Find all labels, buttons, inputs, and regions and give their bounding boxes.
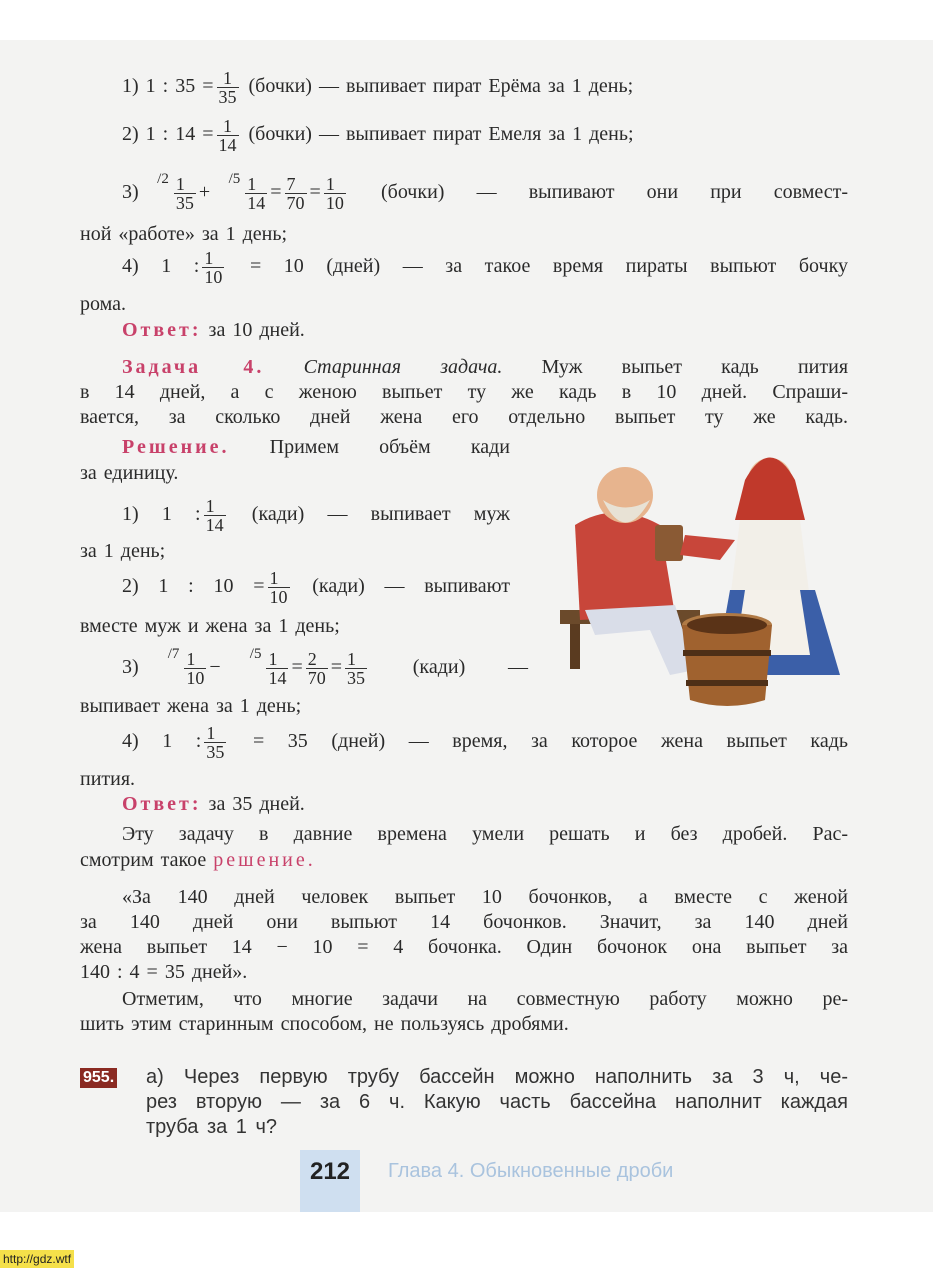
headscarf: [735, 458, 805, 521]
step-1: 1) 1 : $\frac{1}{14}$ (кади) — выпивает муж: [122, 495, 510, 535]
illustration-husband-wife-barrel: [555, 440, 855, 715]
watermark-link[interactable]: http://gdz.wtf: [0, 1250, 74, 1268]
step-3-cont: ной «работе» за 1 день;: [80, 223, 288, 245]
task4-text: в 14 дней, а с женою выпьет ту же кадь в 10 дней. Спраши-: [80, 381, 848, 403]
step-4-cont: рома.: [80, 293, 127, 315]
page-number: 212: [309, 1158, 351, 1185]
paragraph: Отметим, что многие задачи на совместную работу можно ре-: [122, 988, 848, 1010]
woman-blouse: [730, 520, 810, 600]
step-3: 3) 2/ $\frac{1}{35}$ + 5/ $\frac{1}{14}$ = $\frac{7}{70}$ = $\frac{1}{10}$ (бочки) — выпивают они при совмест-: [122, 171, 849, 213]
quote: «За 140 дней человек выпьет 10 бочонков, а вместе с женой: [122, 886, 848, 908]
exercise-text: рез вторую — за 6 ч. Какую часть бассейна наполнит каждая: [146, 1091, 848, 1113]
step-4-cont: пития.: [80, 768, 136, 790]
step-3-cont: выпивает жена за 1 день;: [80, 695, 302, 717]
quote: жена выпьет 14 − 10 = 4 бочонка. Один бочонок она выпьет за: [80, 936, 848, 958]
paragraph: шить этим старинным способом, не пользуясь дробями.: [80, 1013, 569, 1035]
chapter-title: Глава 4. Обыкновенные дроби: [388, 1160, 674, 1182]
step-1: 1) 1 : 35 = $\frac{1}{35}$ (бочки) — выпивает пират Ерёма за 1 день;: [122, 67, 634, 107]
page-number-box: [300, 1150, 360, 1212]
mug: [655, 525, 683, 561]
step-4: 4) 1 : $\frac{1}{10}$ = 10 (дней) — за такое время пираты выпьют бочку: [122, 247, 849, 287]
paragraph: Эту задачу в давние времена умели решать и без дробей. Рас-: [122, 823, 848, 845]
task4-heading: Задача 4. Старинная задача. Муж выпьет кадь пития: [122, 356, 849, 378]
task4-text: вается, за сколько дней жена его отдельно выпьет ту же кадь.: [80, 406, 848, 428]
solution2-intro-cont: за единицу.: [80, 462, 179, 484]
paragraph: смотрим такое решение.: [80, 849, 316, 871]
step-4: 4) 1 : $\frac{1}{35}$ = 35 (дней) — время, за которое жена выпьет кадь: [122, 722, 849, 762]
step-2-cont: вместе муж и жена за 1 день;: [80, 615, 340, 637]
quote: 140 : 4 = 35 дней».: [80, 961, 248, 983]
step-2: 2) 1 : 14 = $\frac{1}{14}$ (бочки) — выпивает пират Емеля за 1 день;: [122, 115, 634, 155]
answer-2: Ответ: за 35 дней.: [122, 793, 305, 815]
barrel: [682, 625, 772, 706]
solution2-intro: Решение. Примем объём кади: [122, 436, 510, 458]
step-2: 2) 1 : 10 = $\frac{1}{10}$ (кади) — выпивают: [122, 567, 510, 607]
exercise-text: труба за 1 ч?: [146, 1116, 278, 1138]
step-1-cont: за 1 день;: [80, 540, 166, 562]
quote: за 140 дней они выпьют 14 бочонков. Значит, за 140 дней: [80, 911, 848, 933]
step-3: 3) 7/ $\frac{1}{10}$ − 5/ $\frac{1}{14}$ = $\frac{2}{70}$ = $\frac{1}{35}$ (кади) —: [122, 646, 529, 688]
exercise-number-badge: 955.: [80, 1068, 117, 1088]
exercise-text: а) Через первую трубу бассейн можно наполнить за 3 ч, че-: [146, 1066, 848, 1088]
answer-1: Ответ: за 10 дней.: [122, 319, 305, 341]
